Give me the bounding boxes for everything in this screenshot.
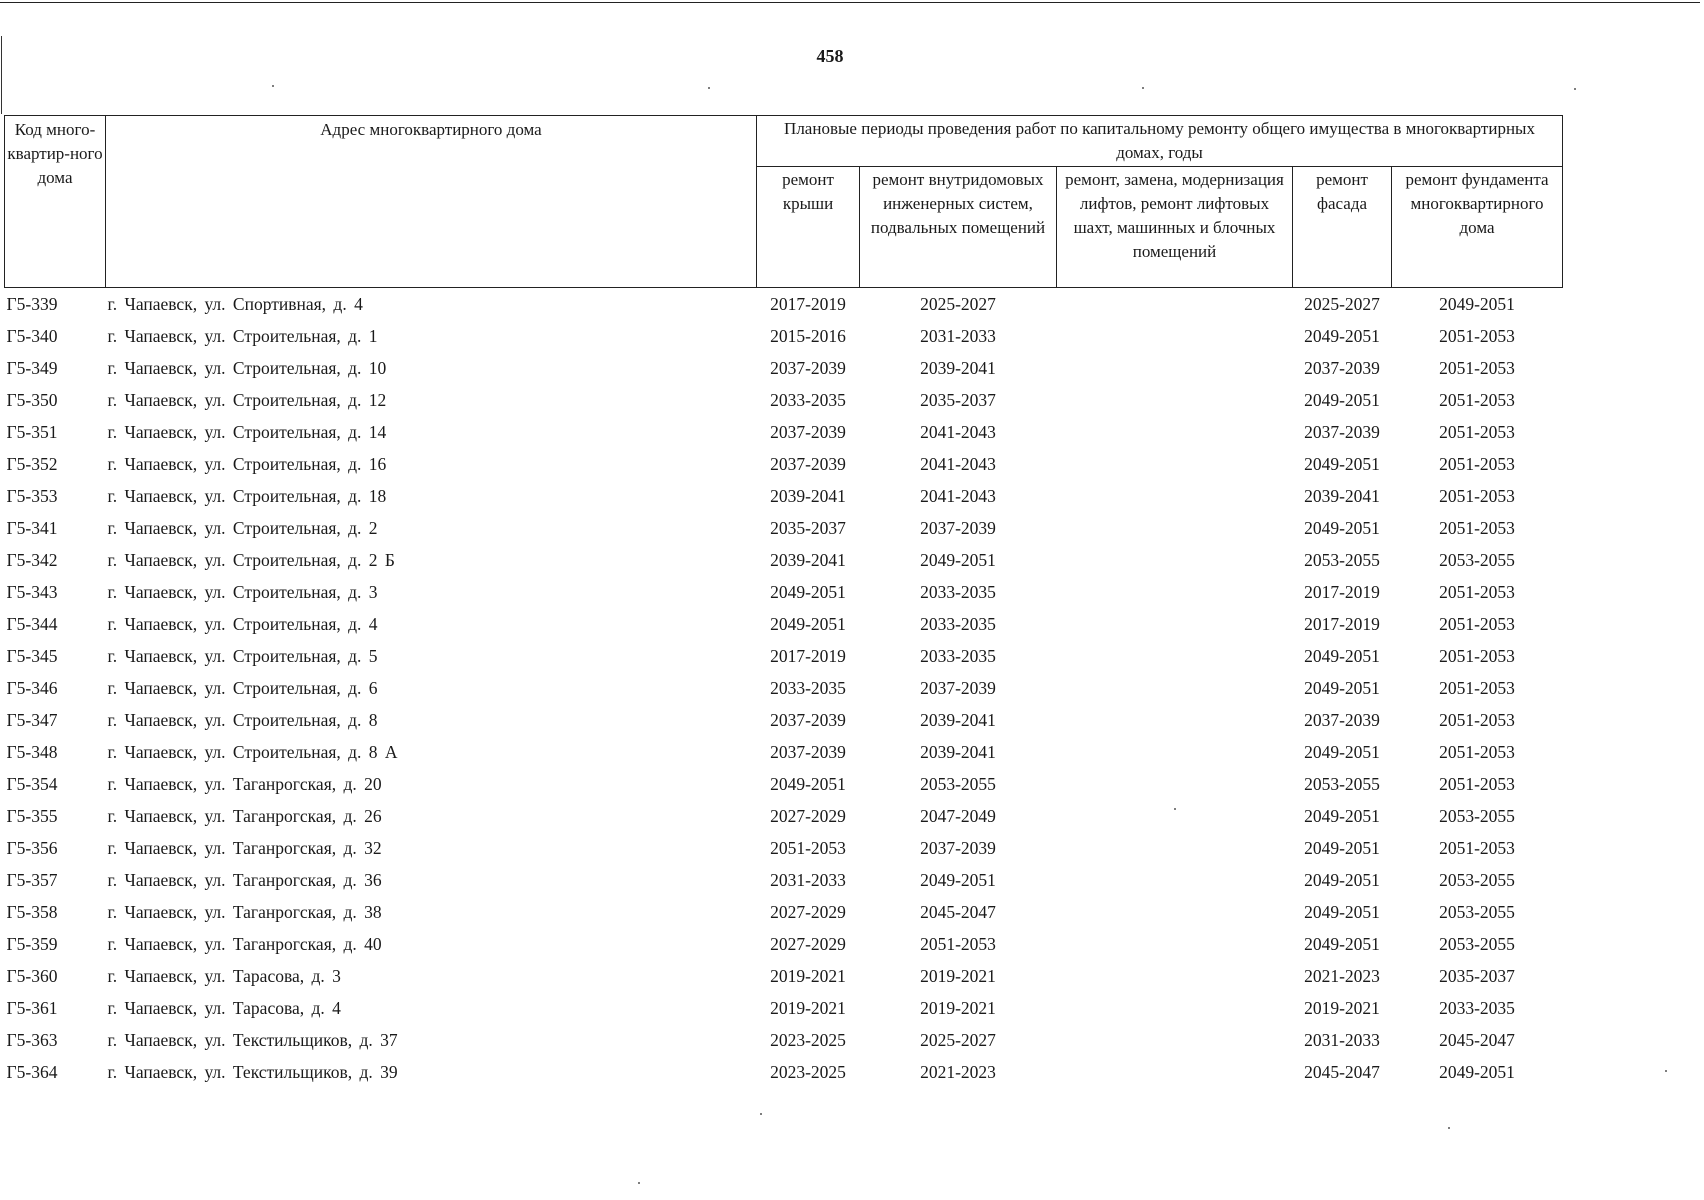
house-code-cell: Г5-355 [6,805,58,826]
roof-period-cell: 2039-2041 [770,549,846,570]
address-cell: г. Чапаевск, ул. Строительная, д. 6 [107,677,378,698]
elevators-period-cell [1057,320,1293,352]
elevators-period-cell [1057,864,1293,896]
table-row [5,544,1563,576]
house-code-cell: Г5-347 [6,709,58,730]
foundation-period-cell: 2049-2051 [1439,293,1515,314]
roof-period-cell: 2037-2039 [770,709,846,730]
facade-period-cell: 2053-2055 [1304,549,1380,570]
foundation-period-cell: 2045-2047 [1439,1029,1515,1050]
address-cell: г. Чапаевск, ул. Таганрогская, д. 40 [107,933,382,954]
table-row [5,928,1563,960]
scan-speck [708,87,710,89]
elevators-period-cell [1057,1024,1293,1056]
foundation-period-cell: 2053-2055 [1439,549,1515,570]
table-row [5,960,1563,992]
house-code-cell: Г5-348 [6,741,58,762]
table-row [5,608,1563,640]
roof-period-cell: 2037-2039 [770,421,846,442]
foundation-period-cell: 2051-2053 [1439,517,1515,538]
scan-speck [1448,1127,1450,1129]
table-row [5,384,1563,416]
address-cell: г. Чапаевск, ул. Тарасова, д. 3 [107,965,341,986]
table-row [5,576,1563,608]
roof-period-cell: 2027-2029 [770,933,846,954]
foundation-period-cell: 2051-2053 [1439,677,1515,698]
house-code-cell: Г5-360 [6,965,58,986]
foundation-period-cell: 2035-2037 [1439,965,1515,986]
address-cell: г. Чапаевск, ул. Строительная, д. 16 [107,453,387,474]
address-cell: г. Чапаевск, ул. Таганрогская, д. 20 [107,773,382,794]
facade-period-cell: 2049-2051 [1304,741,1380,762]
header-elevators: ремонт, замена, модернизация лифтов, ремонт лифтовых шахт, машинных и блочных помещений [1057,167,1293,288]
roof-period-cell: 2023-2025 [770,1061,846,1082]
elevators-period-cell [1057,704,1293,736]
table-row [5,640,1563,672]
table-row [5,800,1563,832]
roof-period-cell: 2035-2037 [770,517,846,538]
elevators-period-cell [1057,832,1293,864]
facade-period-cell: 2049-2051 [1304,517,1380,538]
foundation-period-cell: 2051-2053 [1439,837,1515,858]
elevators-period-cell [1057,640,1293,672]
table-row [5,480,1563,512]
facade-period-cell: 2053-2055 [1304,773,1380,794]
table-row [5,1024,1563,1056]
roof-period-cell: 2019-2021 [770,965,846,986]
address-cell: г. Чапаевск, ул. Текстильщиков, д. 39 [107,1061,398,1082]
facade-period-cell: 2049-2051 [1304,389,1380,410]
engineering-period-cell: 2049-2051 [920,869,996,890]
elevators-period-cell [1057,736,1293,768]
facade-period-cell: 2049-2051 [1304,325,1380,346]
engineering-period-cell: 2019-2021 [920,997,996,1018]
house-code-cell: Г5-353 [6,485,58,506]
engineering-period-cell: 2033-2035 [920,645,996,666]
scan-speck [638,1182,640,1184]
table-row [5,448,1563,480]
foundation-period-cell: 2033-2035 [1439,997,1515,1018]
page-number: 458 [816,46,844,66]
address-cell: г. Чапаевск, ул. Строительная, д. 8 А [107,741,398,762]
foundation-period-cell: 2051-2053 [1439,773,1515,794]
roof-period-cell: 2049-2051 [770,773,846,794]
table-row [5,736,1563,768]
address-cell: г. Чапаевск, ул. Строительная, д. 5 [107,645,378,666]
address-cell: г. Чапаевск, ул. Строительная, д. 10 [107,357,387,378]
engineering-period-cell: 2039-2041 [920,709,996,730]
roof-period-cell: 2017-2019 [770,645,846,666]
table-body [5,288,1563,1089]
address-cell: г. Чапаевск, ул. Строительная, д. 3 [107,581,378,602]
roof-period-cell: 2039-2041 [770,485,846,506]
address-cell: г. Чапаевск, ул. Таганрогская, д. 38 [107,901,382,922]
address-cell: г. Чапаевск, ул. Строительная, д. 2 [107,517,378,538]
foundation-period-cell: 2053-2055 [1439,901,1515,922]
engineering-period-cell: 2037-2039 [920,677,996,698]
engineering-period-cell: 2041-2043 [920,453,996,474]
facade-period-cell: 2049-2051 [1304,645,1380,666]
address-cell: г. Чапаевск, ул. Строительная, д. 2 Б [107,549,395,570]
roof-period-cell: 2049-2051 [770,581,846,602]
elevators-period-cell [1057,896,1293,928]
engineering-period-cell: 2021-2023 [920,1061,996,1082]
facade-period-cell: 2039-2041 [1304,485,1380,506]
address-cell: г. Чапаевск, ул. Таганрогская, д. 26 [107,805,382,826]
elevators-period-cell [1057,768,1293,800]
elevators-period-cell [1057,608,1293,640]
engineering-period-cell: 2031-2033 [920,325,996,346]
foundation-period-cell: 2053-2055 [1439,805,1515,826]
table-row [5,832,1563,864]
house-code-cell: Г5-343 [6,581,58,602]
facade-period-cell: 2031-2033 [1304,1029,1380,1050]
engineering-period-cell: 2019-2021 [920,965,996,986]
house-code-cell: Г5-344 [6,613,58,634]
engineering-period-cell: 2033-2035 [920,581,996,602]
engineering-period-cell: 2045-2047 [920,901,996,922]
engineering-period-cell: 2035-2037 [920,389,996,410]
table-row [5,672,1563,704]
engineering-period-cell: 2037-2039 [920,517,996,538]
address-cell: г. Чапаевск, ул. Строительная, д. 8 [107,709,378,730]
engineering-period-cell: 2039-2041 [920,741,996,762]
elevators-period-cell [1057,544,1293,576]
roof-period-cell: 2037-2039 [770,453,846,474]
elevators-period-cell [1057,352,1293,384]
roof-period-cell: 2027-2029 [770,805,846,826]
house-code-cell: Г5-340 [6,325,58,346]
facade-period-cell: 2017-2019 [1304,581,1380,602]
foundation-period-cell: 2051-2053 [1439,389,1515,410]
address-cell: г. Чапаевск, ул. Строительная, д. 12 [107,389,387,410]
elevators-period-cell [1057,512,1293,544]
facade-period-cell: 2045-2047 [1304,1061,1380,1082]
roof-period-cell: 2037-2039 [770,741,846,762]
roof-period-cell: 2033-2035 [770,677,846,698]
address-cell: г. Чапаевск, ул. Строительная, д. 4 [107,613,378,634]
facade-period-cell: 2049-2051 [1304,837,1380,858]
foundation-period-cell: 2053-2055 [1439,933,1515,954]
roof-period-cell: 2017-2019 [770,293,846,314]
header-facade: ремонт фасада [1293,167,1392,288]
engineering-period-cell: 2053-2055 [920,773,996,794]
roof-period-cell: 2037-2039 [770,357,846,378]
foundation-period-cell: 2051-2053 [1439,613,1515,634]
foundation-period-cell: 2051-2053 [1439,645,1515,666]
facade-period-cell: 2025-2027 [1304,293,1380,314]
elevators-period-cell [1057,576,1293,608]
roof-period-cell: 2031-2033 [770,869,846,890]
table-row [5,992,1563,1024]
scan-speck [1665,1070,1667,1072]
engineering-period-cell: 2025-2027 [920,1029,996,1050]
foundation-period-cell: 2051-2053 [1439,357,1515,378]
house-code-cell: Г5-359 [6,933,58,954]
house-code-cell: Г5-346 [6,677,58,698]
capital-repair-table [4,115,1563,1088]
roof-period-cell: 2049-2051 [770,613,846,634]
table-row [5,1056,1563,1088]
roof-period-cell: 2023-2025 [770,1029,846,1050]
table-row [5,864,1563,896]
address-cell: г. Чапаевск, ул. Таганрогская, д. 36 [107,869,382,890]
header-periods: Плановые периоды проведения работ по капитальному ремонту общего имущества в многоквартирных домах, годы [757,116,1563,167]
address-cell: г. Чапаевск, ул. Строительная, д. 14 [107,421,387,442]
address-cell: г. Чапаевск, ул. Тарасова, д. 4 [107,997,341,1018]
foundation-period-cell: 2051-2053 [1439,709,1515,730]
house-code-cell: Г5-345 [6,645,58,666]
facade-period-cell: 2037-2039 [1304,709,1380,730]
elevators-period-cell [1057,672,1293,704]
house-code-cell: Г5-350 [6,389,58,410]
facade-period-cell: 2049-2051 [1304,933,1380,954]
header-code: Код много-квартир-ного дома [5,116,106,288]
house-code-cell: Г5-364 [6,1061,58,1082]
roof-period-cell: 2051-2053 [770,837,846,858]
facade-period-cell: 2049-2051 [1304,901,1380,922]
engineering-period-cell: 2051-2053 [920,933,996,954]
foundation-period-cell: 2051-2053 [1439,581,1515,602]
header-foundation: ремонт фундамента многоквартирного дома [1392,167,1563,288]
house-code-cell: Г5-354 [6,773,58,794]
table-row [5,768,1563,800]
house-code-cell: Г5-349 [6,357,58,378]
foundation-period-cell: 2053-2055 [1439,869,1515,890]
house-code-cell: Г5-351 [6,421,58,442]
foundation-period-cell: 2049-2051 [1439,1061,1515,1082]
facade-period-cell: 2037-2039 [1304,357,1380,378]
house-code-cell: Г5-363 [6,1029,58,1050]
facade-period-cell: 2021-2023 [1304,965,1380,986]
top-border-line [0,2,1700,3]
scan-speck [272,85,274,87]
table-row [5,512,1563,544]
elevators-period-cell [1057,384,1293,416]
facade-period-cell: 2049-2051 [1304,677,1380,698]
scan-speck [1142,87,1144,89]
engineering-period-cell: 2049-2051 [920,549,996,570]
table-row [5,320,1563,352]
scan-speck [760,1113,762,1115]
address-cell: г. Чапаевск, ул. Текстильщиков, д. 37 [107,1029,398,1050]
facade-period-cell: 2017-2019 [1304,613,1380,634]
house-code-cell: Г5-352 [6,453,58,474]
table-row [5,352,1563,384]
foundation-period-cell: 2051-2053 [1439,325,1515,346]
house-code-cell: Г5-356 [6,837,58,858]
foundation-period-cell: 2051-2053 [1439,485,1515,506]
elevators-period-cell [1057,800,1293,832]
elevators-period-cell [1057,960,1293,992]
scan-speck [1574,88,1576,90]
left-border-line [1,36,2,114]
facade-period-cell: 2049-2051 [1304,805,1380,826]
engineering-period-cell: 2041-2043 [920,485,996,506]
elevators-period-cell [1057,448,1293,480]
engineering-period-cell: 2037-2039 [920,837,996,858]
address-cell: г. Чапаевск, ул. Строительная, д. 18 [107,485,387,506]
elevators-period-cell [1057,1056,1293,1088]
elevators-period-cell [1057,288,1293,321]
address-cell: г. Чапаевск, ул. Спортивная, д. 4 [107,293,363,314]
scan-speck [1174,808,1176,810]
address-cell: г. Чапаевск, ул. Строительная, д. 1 [107,325,378,346]
engineering-period-cell: 2047-2049 [920,805,996,826]
elevators-period-cell [1057,416,1293,448]
table-row [5,704,1563,736]
elevators-period-cell [1057,928,1293,960]
facade-period-cell: 2049-2051 [1304,453,1380,474]
roof-period-cell: 2019-2021 [770,997,846,1018]
foundation-period-cell: 2051-2053 [1439,453,1515,474]
elevators-period-cell [1057,480,1293,512]
engineering-period-cell: 2033-2035 [920,613,996,634]
house-code-cell: Г5-339 [6,293,58,314]
header-address: Адрес многоквартирного дома [106,116,757,288]
engineering-period-cell: 2025-2027 [920,293,996,314]
facade-period-cell: 2019-2021 [1304,997,1380,1018]
facade-period-cell: 2049-2051 [1304,869,1380,890]
roof-period-cell: 2033-2035 [770,389,846,410]
header-engineering: ремонт внутридомовых инженерных систем, подвальных помещений [860,167,1057,288]
foundation-period-cell: 2051-2053 [1439,421,1515,442]
roof-period-cell: 2015-2016 [770,325,846,346]
house-code-cell: Г5-358 [6,901,58,922]
engineering-period-cell: 2041-2043 [920,421,996,442]
table-row [5,416,1563,448]
engineering-period-cell: 2039-2041 [920,357,996,378]
house-code-cell: Г5-341 [6,517,58,538]
foundation-period-cell: 2051-2053 [1439,741,1515,762]
elevators-period-cell [1057,992,1293,1024]
header-roof: ремонт крыши [757,167,860,288]
house-code-cell: Г5-361 [6,997,58,1018]
house-code-cell: Г5-342 [6,549,58,570]
table-row [5,288,1563,321]
address-cell: г. Чапаевск, ул. Таганрогская, д. 32 [107,837,382,858]
table-row [5,896,1563,928]
house-code-cell: Г5-357 [6,869,58,890]
roof-period-cell: 2027-2029 [770,901,846,922]
facade-period-cell: 2037-2039 [1304,421,1380,442]
